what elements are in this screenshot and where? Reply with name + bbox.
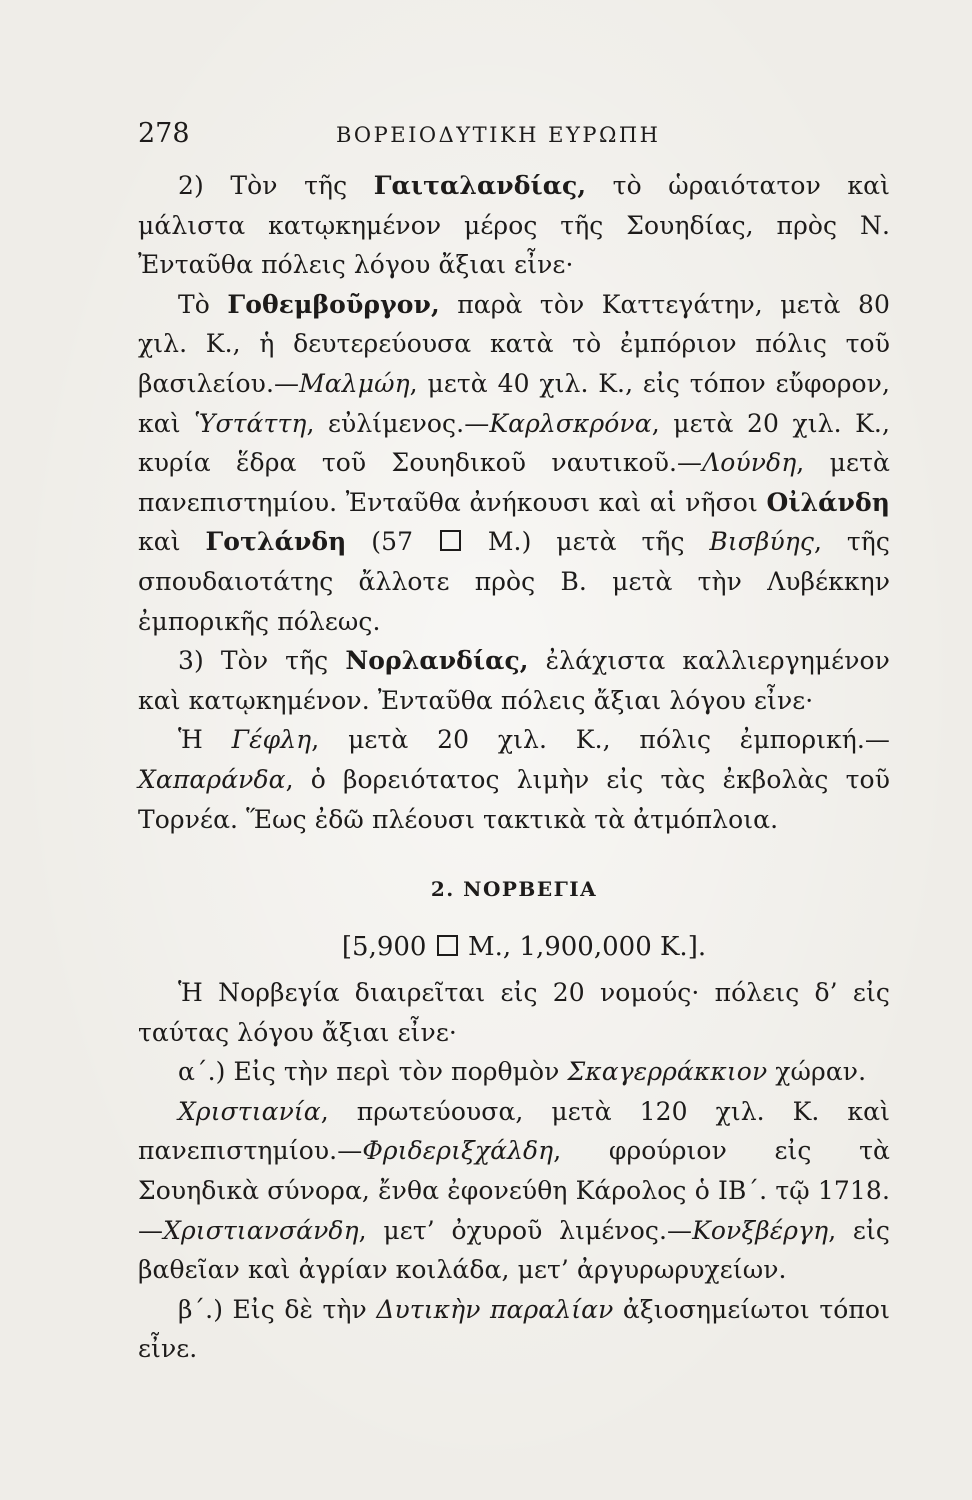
text-run: , μετὰ 40 χιλ. Κ., εἰς τόπον εὔφορον, καὶ bbox=[138, 368, 890, 438]
city-name: Χαπαράνδα bbox=[138, 764, 286, 794]
city-name: Φριδεριξχάλδη bbox=[362, 1136, 554, 1166]
paragraph-cities-sweden-north bbox=[138, 720, 890, 839]
page-body bbox=[138, 118, 890, 1369]
text-run: , εἰς βαθεῖαν καὶ ἀγρίαν κοιλάδα, μετ’ ἀργυρωρυχείων. bbox=[138, 1215, 890, 1285]
text-run: Μ.) μετὰ τῆς bbox=[463, 527, 710, 557]
island-name: Γοτλάνδη bbox=[205, 527, 347, 557]
square-miles-icon bbox=[440, 530, 461, 551]
city-name: Λούνδη bbox=[702, 448, 797, 478]
city-name: Γέφλη bbox=[231, 725, 312, 755]
city-name: Γοθεμβοῦργον, bbox=[227, 289, 440, 319]
text-run: [5,900 bbox=[341, 932, 435, 963]
text-run: 3) Τὸν τῆς bbox=[178, 646, 346, 676]
city-name: Καρλσκρόνα bbox=[489, 408, 652, 438]
text-run: , φρούριον εἰς τὰ Σουηδικὰ σύνορα, ἔνθα ἐφονεύθη Κάρολος ὁ ΙΒ΄. τῷ 1718.— bbox=[138, 1136, 890, 1245]
text-run: , πρωτεύουσα, μετὰ 120 χιλ. Κ. καὶ πανεπιστημίου.— bbox=[138, 1096, 890, 1166]
city-name: Κονξβέργη bbox=[692, 1215, 829, 1245]
text-run: Τὸ bbox=[178, 289, 228, 319]
text-run: , μετὰ 20 χιλ. Κ., κυρία ἕδρα τοῦ Σουηδικοῦ ναυτικοῦ.— bbox=[138, 408, 890, 478]
paragraph-norway-intro bbox=[138, 973, 890, 1052]
text-run: παρὰ τὸν Καττεγάτην, μετὰ 80 χιλ. Κ., ἡ δευτερεύουσα κατὰ τὸ ἐμπόριον πόλις τοῦ βασιλείου.— bbox=[138, 289, 890, 398]
paragraph-norlandia bbox=[138, 641, 890, 720]
city-name: Χριστιανία bbox=[178, 1096, 321, 1126]
strait-name: Σκαγερράκκιον bbox=[567, 1057, 768, 1087]
text-run: , μετ’ ὀχυροῦ λιμένος.— bbox=[358, 1215, 693, 1245]
city-name: Χριστιανσάνδη bbox=[163, 1215, 359, 1245]
text-run: Ἡ bbox=[178, 725, 232, 755]
paragraph-cities-norway bbox=[138, 1092, 890, 1290]
text-run: , ὁ βορειότατος λιμὴν εἰς τὰς ἐκβολὰς τοῦ Τορνέα. Ἕως ἐδῶ πλέουσι τακτικὰ τὰ ἀτμόπλοια. bbox=[138, 764, 890, 834]
paragraph-skagerrak bbox=[138, 1052, 890, 1092]
text-run: , εὐλίμενος.— bbox=[306, 408, 490, 438]
page-header bbox=[138, 118, 890, 152]
text-run: β΄.) Εἰς δὲ τὴν bbox=[178, 1294, 377, 1324]
city-name: Βισβύης bbox=[709, 527, 814, 557]
text-run: Ἡ Νορβεγία διαιρεῖται εἰς 20 νομούς· πόλεις δ’ εἰς ταύτας λόγου ἄξιαι εἶνε· bbox=[138, 978, 890, 1047]
text-run: ἀξιοσημείωτοι τόποι εἶνε. bbox=[138, 1294, 890, 1364]
running-title: ΒΟΡΕΙΟΔΥΤΙΚΗ ΕΥΡΩΠΗ bbox=[336, 123, 661, 147]
region-name: Γαιταλανδίας, bbox=[373, 171, 587, 200]
text-run: ἐλάχιστα καλλιεργημένον καὶ κατῳκημένον. Ἐνταῦθα πόλεις ἄξιαι λόγου εἶνε· bbox=[138, 646, 890, 715]
paragraph-gaitalandia bbox=[138, 166, 890, 285]
text-run: χώραν. bbox=[767, 1057, 867, 1087]
city-name: Μαλμώη bbox=[299, 368, 410, 398]
section-stats bbox=[138, 927, 890, 967]
square-miles-icon bbox=[437, 935, 458, 956]
paragraph-west-coast bbox=[138, 1290, 890, 1369]
text-run: , μετὰ πανεπιστημίου. Ἐνταῦθα ἀνήκουσι καὶ αἱ νῆσοι bbox=[138, 448, 890, 517]
island-name: Οἰλάνδη bbox=[766, 487, 890, 517]
paragraph-cities-sweden-south bbox=[138, 285, 890, 641]
page-number: 278 bbox=[138, 118, 190, 149]
section-title: 2. ΝΟΡΒΕΓΙΑ bbox=[430, 877, 598, 902]
text-run: 2) Τὸν τῆς bbox=[178, 171, 374, 200]
city-name: Ὑστάττη bbox=[194, 408, 307, 438]
text-run: , μετὰ 20 χιλ. Κ., πόλις ἐμπορική.— bbox=[311, 725, 890, 755]
text-run: Μ., 1,900,000 Κ.]. bbox=[459, 932, 707, 963]
text-run: τὸ ὡραιότατον καὶ μάλιστα κατῳκημένον μέρος τῆς Σουηδίας, πρὸς Ν. Ἐνταῦθα πόλεις λόγου ἄξιαι εἶνε· bbox=[138, 171, 890, 280]
region-name: Νορλανδίας, bbox=[345, 646, 529, 676]
text-run: καὶ bbox=[138, 527, 206, 557]
text-run: α΄.) Εἰς τὴν περὶ τὸν πορθμὸν bbox=[178, 1057, 568, 1087]
text-run: (57 bbox=[346, 527, 439, 557]
text-run: , τῆς σπουδαιοτάτης ἄλλοτε πρὸς Β. μετὰ τὴν Λυβέκκην ἐμπορικῆς πόλεως. bbox=[138, 527, 890, 636]
region-name: Δυτικὴν παραλίαν bbox=[376, 1294, 614, 1324]
